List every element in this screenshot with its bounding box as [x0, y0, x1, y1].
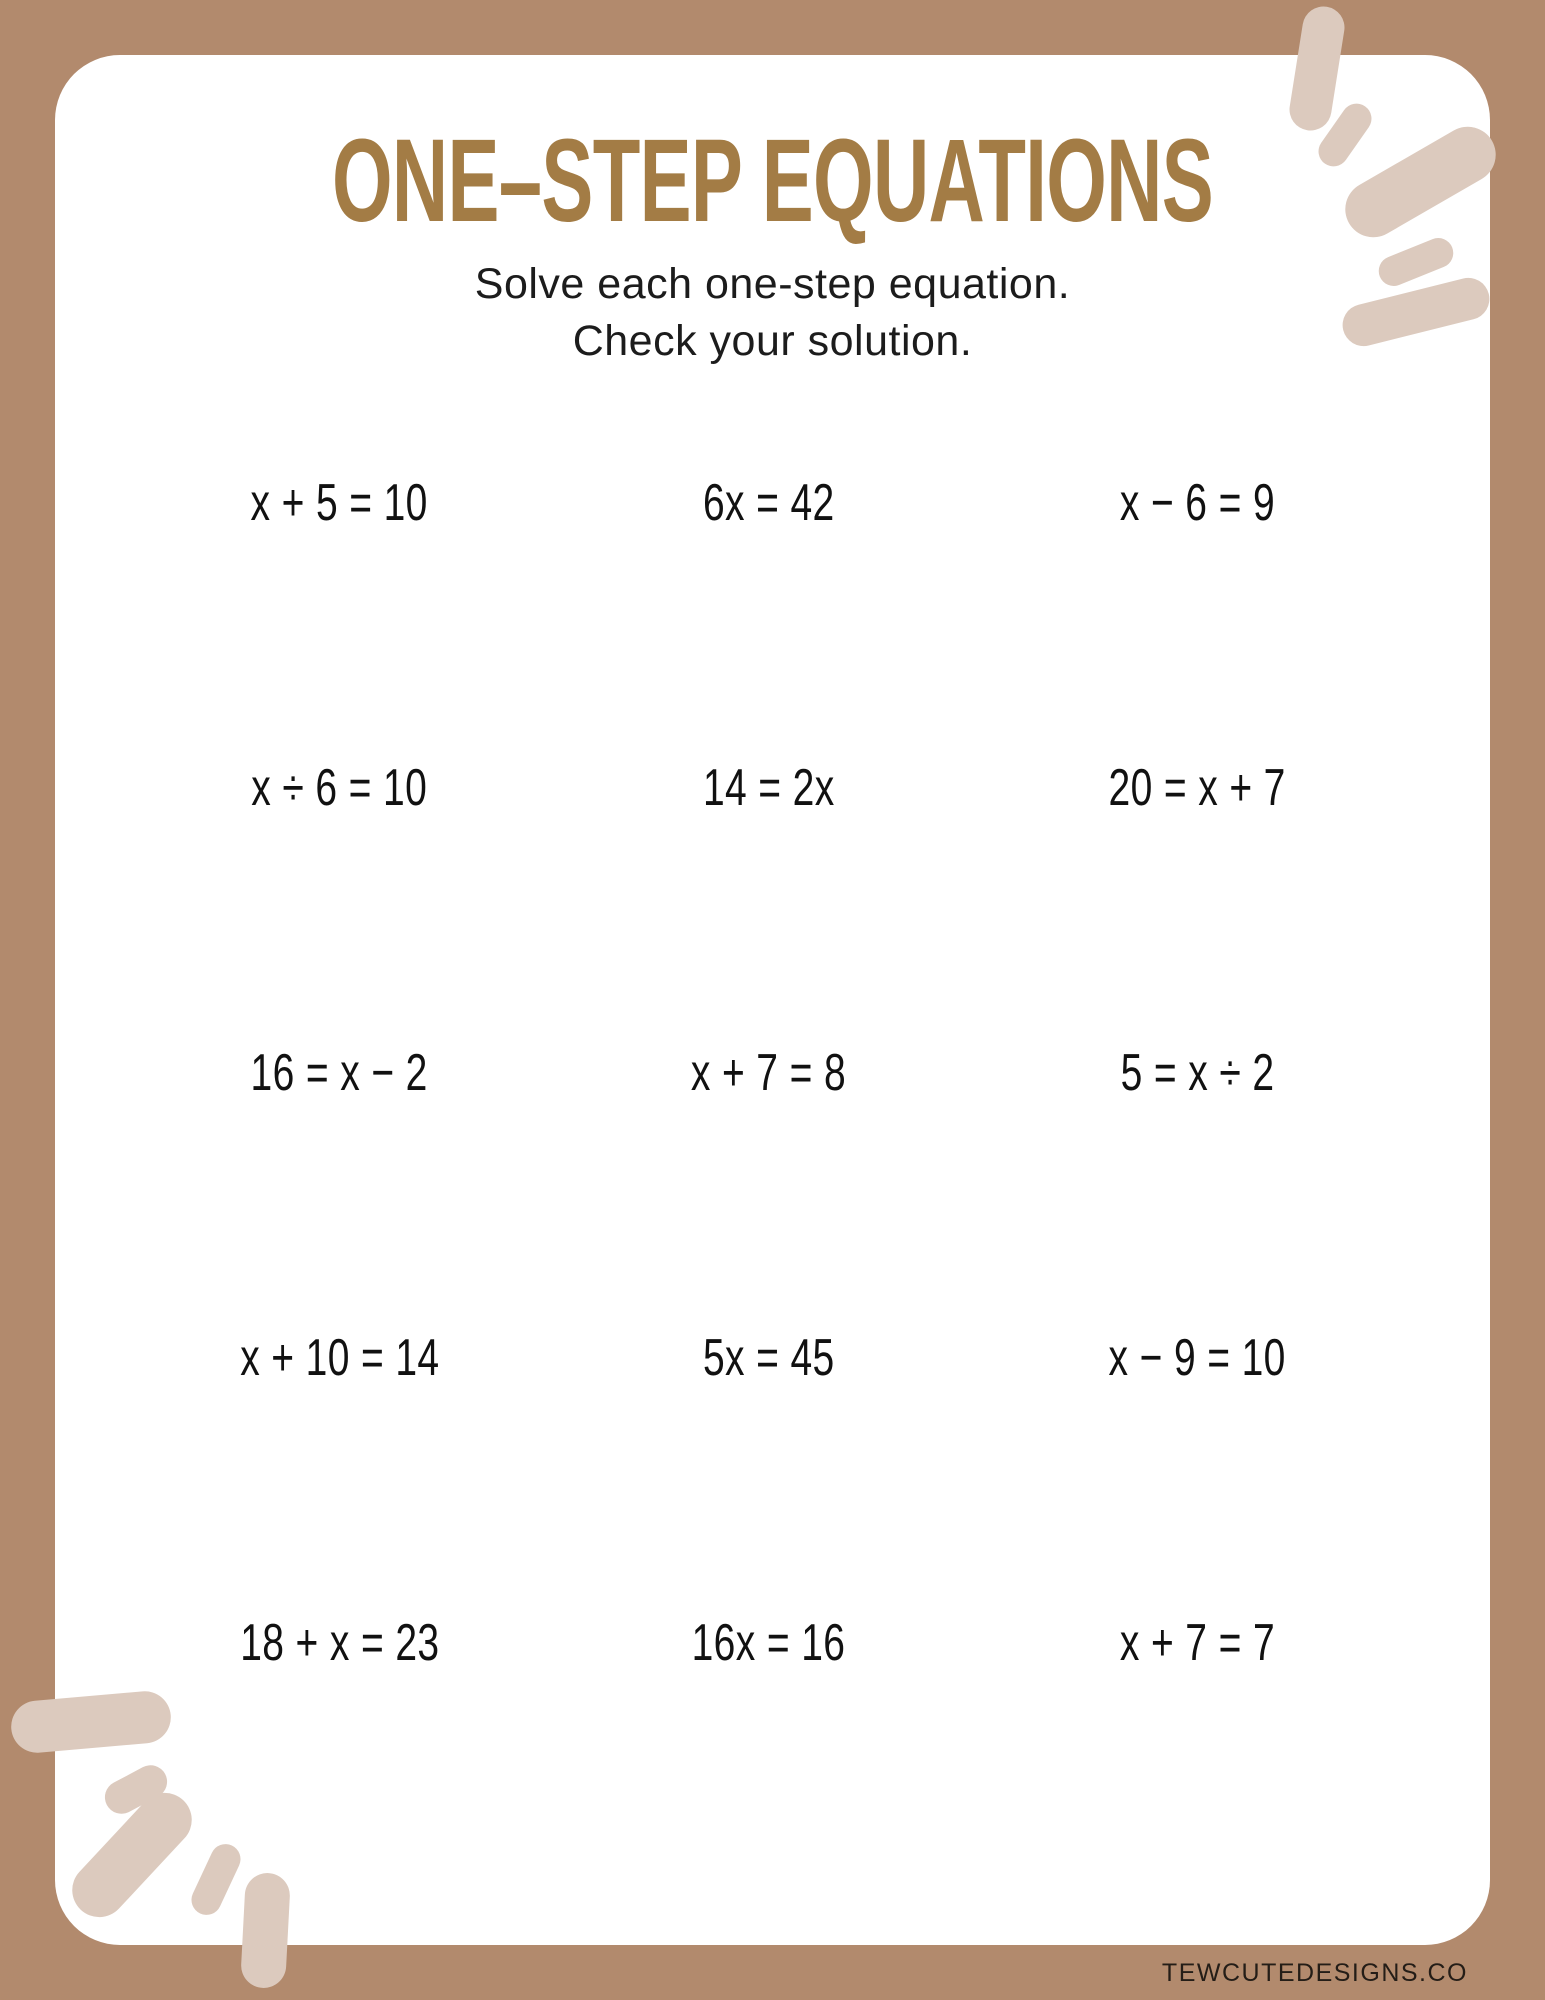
- equation-cell: [125, 645, 554, 930]
- equation: x + 10 = 14: [239, 1328, 440, 1387]
- equation-cell: [983, 930, 1412, 1215]
- footer-credit: TEWCUTEDESIGNS.CO: [1161, 1959, 1468, 1987]
- equation: x + 5 = 10: [250, 473, 429, 532]
- equation: 16x = 16: [691, 1613, 846, 1672]
- equation: 20 = x + 7: [1108, 758, 1287, 817]
- equation: x + 7 = 8: [690, 1043, 847, 1102]
- equation-cell: [125, 1215, 554, 1500]
- equation-cell: [554, 360, 983, 645]
- equation-cell: [125, 360, 554, 645]
- equation: x − 9 = 10: [1108, 1328, 1287, 1387]
- equation: 5 = x ÷ 2: [1120, 1043, 1275, 1102]
- equation: x + 7 = 7: [1119, 1613, 1276, 1672]
- equation-cell: [125, 930, 554, 1215]
- equation: 16 = x − 2: [250, 1043, 429, 1102]
- equation: 5x = 45: [702, 1328, 835, 1387]
- equation-cell: [554, 930, 983, 1215]
- equation: 6x = 42: [702, 473, 835, 532]
- subtitle-line-2: Check your solution.: [572, 317, 973, 365]
- equation-cell: [554, 1215, 983, 1500]
- equation-cell: [983, 1215, 1412, 1500]
- equation-cell: [983, 1500, 1412, 1785]
- equation: x − 6 = 9: [1119, 473, 1276, 532]
- sparkle-ray-icon: [240, 1872, 291, 1989]
- equation: x ÷ 6 = 10: [251, 758, 428, 817]
- equation-cell: [554, 1500, 983, 1785]
- equation-cell: [983, 645, 1412, 930]
- page-title: ONE–STEP EQUATIONS: [331, 115, 1214, 247]
- equations-grid: [125, 360, 1412, 1785]
- equation-cell: [983, 360, 1412, 645]
- subtitle-line-1: Solve each one-step equation.: [474, 260, 1071, 308]
- equation: 18 + x = 23: [239, 1613, 440, 1672]
- worksheet-header: [55, 115, 1490, 370]
- equation: 14 = 2x: [702, 758, 835, 817]
- equation-cell: [125, 1500, 554, 1785]
- equation-cell: [554, 645, 983, 930]
- subtitle: [55, 256, 1490, 370]
